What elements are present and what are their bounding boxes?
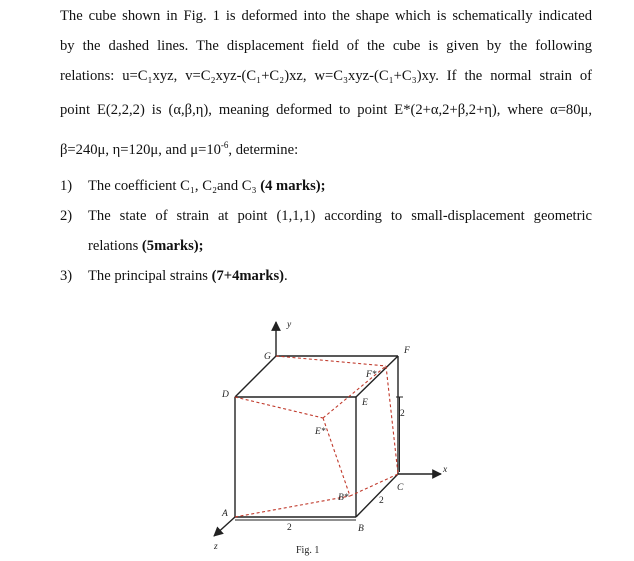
dashed-Estar-Bstar [323,418,350,496]
z-axis [214,517,235,536]
question-1-marks: (4 marks); [260,178,326,194]
problem-line-1: The cube shown in Fig. 1 is deformed into the shape which is schematically indicated [60,8,592,24]
question-1-body: The coefficient C₁, C₂and C₃ [88,178,257,194]
problem-line-4: point E(2,2,2) is (α,β,η), meaning deformed to point E*(2+α,2+β,2+η), where α=80μ, [60,102,592,118]
label-C: C [397,483,404,493]
label-E-star: E* [315,427,326,437]
label-z: z [214,542,218,552]
question-3-tail: . [283,268,288,284]
dashed-D-Estar [235,397,323,418]
question-3-body: The principal strains [88,268,208,284]
figure-caption: Fig. 1 [296,545,320,556]
edge-Eedge-F [356,356,398,397]
question-1-number: 1) [60,178,73,194]
question-3-number: 3) [60,268,73,284]
label-x: x [443,465,448,475]
label-dim-diag: 2 [379,496,384,506]
problem-line-5-b: , determine: [228,142,299,158]
label-F-star: F* [366,370,377,380]
label-G: G [264,352,271,362]
label-dim-right: 2 [400,409,405,419]
label-E: E [362,398,368,408]
label-A: A [222,509,228,519]
edge-B-C [356,474,398,517]
label-B-star: B* [338,493,349,503]
question-2-text-2: relations [88,238,139,254]
dashed-Bstar-C [350,474,398,496]
dashed-A-Bstar [235,496,350,517]
question-2-text: The state of strain at point (1,1,1) according to small-displacement geometric [88,208,592,224]
problem-line-5-exponent: -6 [220,140,229,150]
label-B: B [358,524,364,534]
question-2-number: 2) [60,208,73,224]
problem-line-3: relations: u=C₁xyz, v=C₂xyz-(C₁+C₂)xz, w=C₃xyz-(C₁+C₃)xy. If the normal strain of [60,68,592,84]
dashed-G-Fstar [276,356,386,366]
question-2-marks: (5marks); [141,238,204,254]
label-dim-bottom: 2 [287,523,292,533]
edge-D-G [235,356,276,397]
dashed-Fstar-C [386,366,398,474]
label-F: F [404,346,410,356]
question-3-marks: (7+4marks) [211,268,284,284]
label-D: D [222,390,229,400]
label-y: y [287,320,292,330]
problem-line-2: by the dashed lines. The displacement field of the cube is given by the following [60,38,592,54]
problem-line-5-a: β=240μ, η=120μ, and μ=10 [60,142,221,158]
